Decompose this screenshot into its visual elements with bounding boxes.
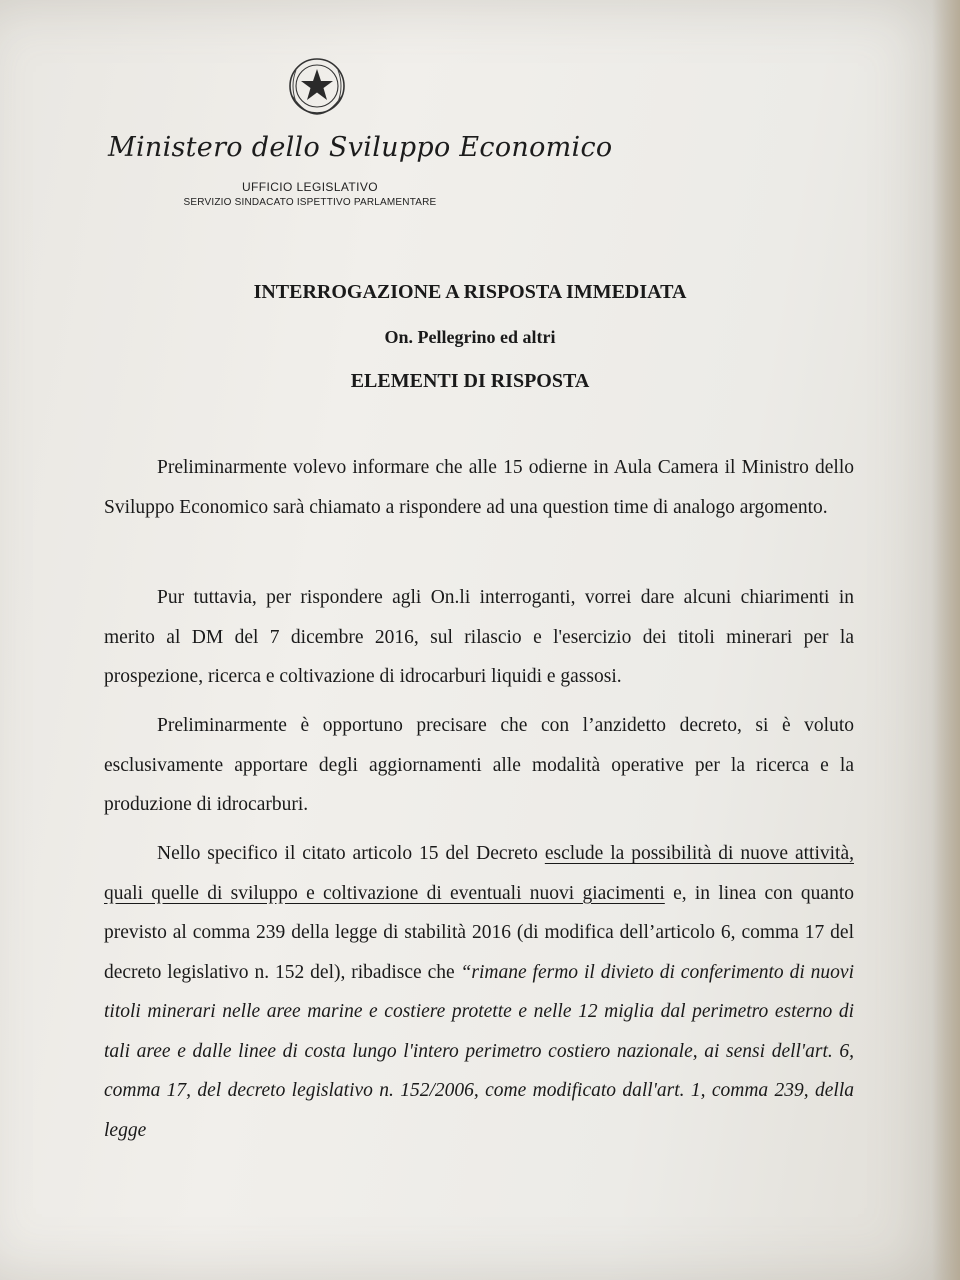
document-section-title: ELEMENTI DI RISPOSTA (350, 370, 590, 392)
italian-republic-emblem-icon (284, 56, 350, 118)
page-edge-shadow (932, 0, 960, 1280)
office-block (160, 180, 460, 208)
paragraph-1: Preliminarmente volevo informare che alle 15 odierne in Aula Camera il Ministro dello Sviluppo Economico sarà chiamato a rispondere ad una question time di analogo argomento. (104, 457, 854, 518)
paragraph-2: Pur tuttavia, per rispondere agli On.li interroganti, vorrei dare alcuni chiarimenti in merito al DM del 7 dicembre 2016, sul rilascio e l'esercizio dei titoli minerari per la prospezione, ricerca e coltivazione di idrocarburi liquidi e gassosi. (104, 587, 854, 687)
ministry-name: Ministero dello Sviluppo Economico (108, 132, 613, 163)
paragraph-4 (104, 834, 854, 1150)
office-name: UFFICIO LEGISLATIVO (241, 180, 379, 194)
document-subtitle: On. Pellegrino ed altri (384, 327, 556, 347)
document-title: INTERROGAZIONE A RISPOSTA IMMEDIATA (253, 281, 687, 303)
paragraph-3: Preliminarmente è opportuno precisare che con l’anzidetto decreto, si è voluto esclusivamente apportare degli aggiornamenti alle modalità operative per la ricerca e la produzione di idrocarburi. (104, 715, 854, 815)
quoted-passage: “rimane fermo il divieto di conferimento di nuovi titoli minerari nelle aree marine e costiere protette e nelle 12 miglia dal perimetro esterno di tali aree e dalle linee di costa lungo l'intero perimetro costiero nazionale, ai sensi dell'art. 6, comma 17, del decreto legislativo n. 152/2006, come modificato dall'art. 1, comma 239, della legge (104, 961, 854, 1141)
paragraph-4-middle: e, in linea con quanto previsto al comma 239 della legge di stabilità 2016 (di modifica dell’articolo 6, comma 17 del decreto legislativo n. 152 del), ribadisce che (104, 882, 855, 983)
office-service: SERVIZIO SINDACATO ISPETTIVO PARLAMENTARE (183, 197, 437, 208)
underlined-passage: esclude la possibilità di nuove attività, quali quelle di sviluppo e coltivazione di eventuali nuovi giacimenti (104, 843, 854, 904)
paragraph-4-intro: Nello specifico il citato articolo 15 del Decreto (157, 843, 545, 864)
